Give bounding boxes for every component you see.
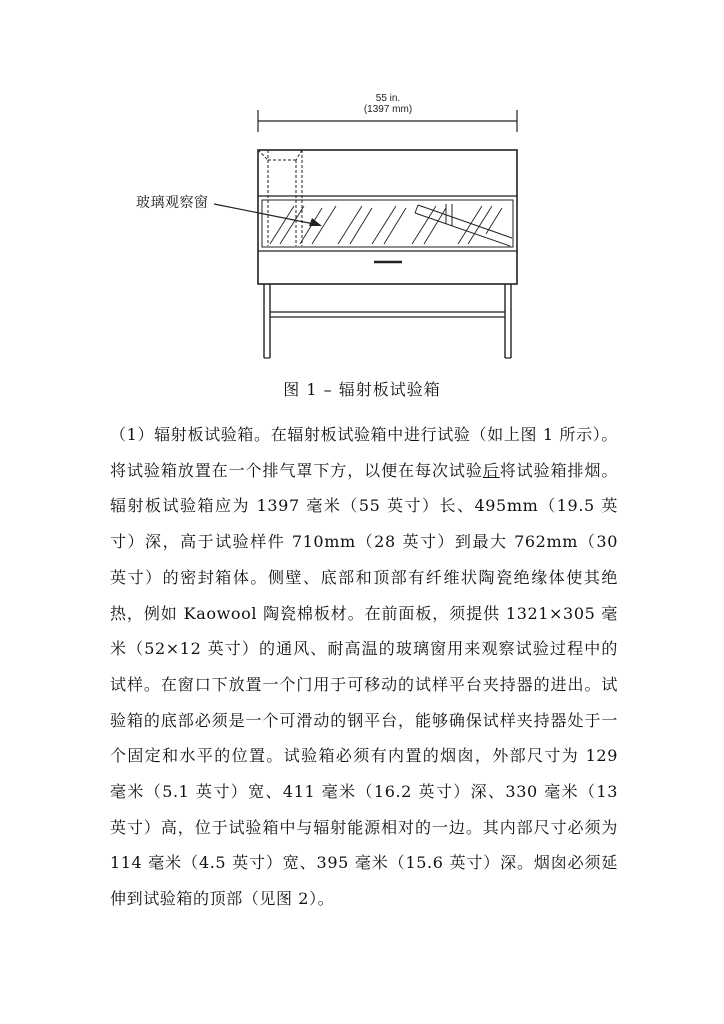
- glass-hatch: [270, 206, 502, 244]
- chimney-dashed: [258, 150, 302, 246]
- body-text: [110, 417, 618, 917]
- figure-caption: 图 1 – 辐射板试验箱: [283, 380, 441, 399]
- glass-window-callout: 玻璃观察窗: [136, 195, 209, 211]
- radiant-panel: [415, 204, 512, 246]
- dimension-label-inches: 55 in.: [375, 93, 401, 104]
- underlined-word: 后: [482, 460, 500, 480]
- radiant-panel-test-chamber-figure: [0, 0, 724, 370]
- paragraph-text-part1: （1）辐射板试验箱。在辐射板试验箱中进行试验（如上图 1 所示）。将试验箱放置在一个排气罩下方，以便在每次试验: [110, 425, 618, 480]
- paragraph-text-part2: 将试验箱排烟。辐射板试验箱应为 1397 毫米（55 英寸）长、495mm（19.5 英寸）深，高于试验样件 710mm（28 英寸）到最大 762mm（30 英寸）的密封箱体。侧壁、底部和顶部有纤维状陶瓷绝缘体使其绝热，例如 Kaowool 陶瓷棉板材。在前面板，须提供 1321×305 毫米（52×12 英寸）的通风、耐高温的玻璃窗用来观察试验过程中的试样。在窗口下放置一个门用于可移动的试样平台夹持器的进出。试验箱的底部必须是一个可滑动的钢平台，能够确保试样夹持器处于一个固定和水平的位置。试验箱必须有内置的烟囱，外部尺寸为 129 毫米（5.1 英寸）宽、411 毫米（16.2 英寸）深、330 毫米（13 英寸）高，位于试验箱中与辐射能源相对的一边。其内部尺寸必须为 114 毫米（4.5 英寸）宽、395 毫米（15.6 英寸）深。烟囱必须延伸到试验箱的顶部（见图 2）。: [110, 460, 619, 909]
- chamber-drawing: [0, 0, 724, 370]
- paragraph: [110, 417, 618, 917]
- window-frame: [262, 200, 513, 247]
- dimension-label-mm: (1397 mm): [363, 104, 413, 115]
